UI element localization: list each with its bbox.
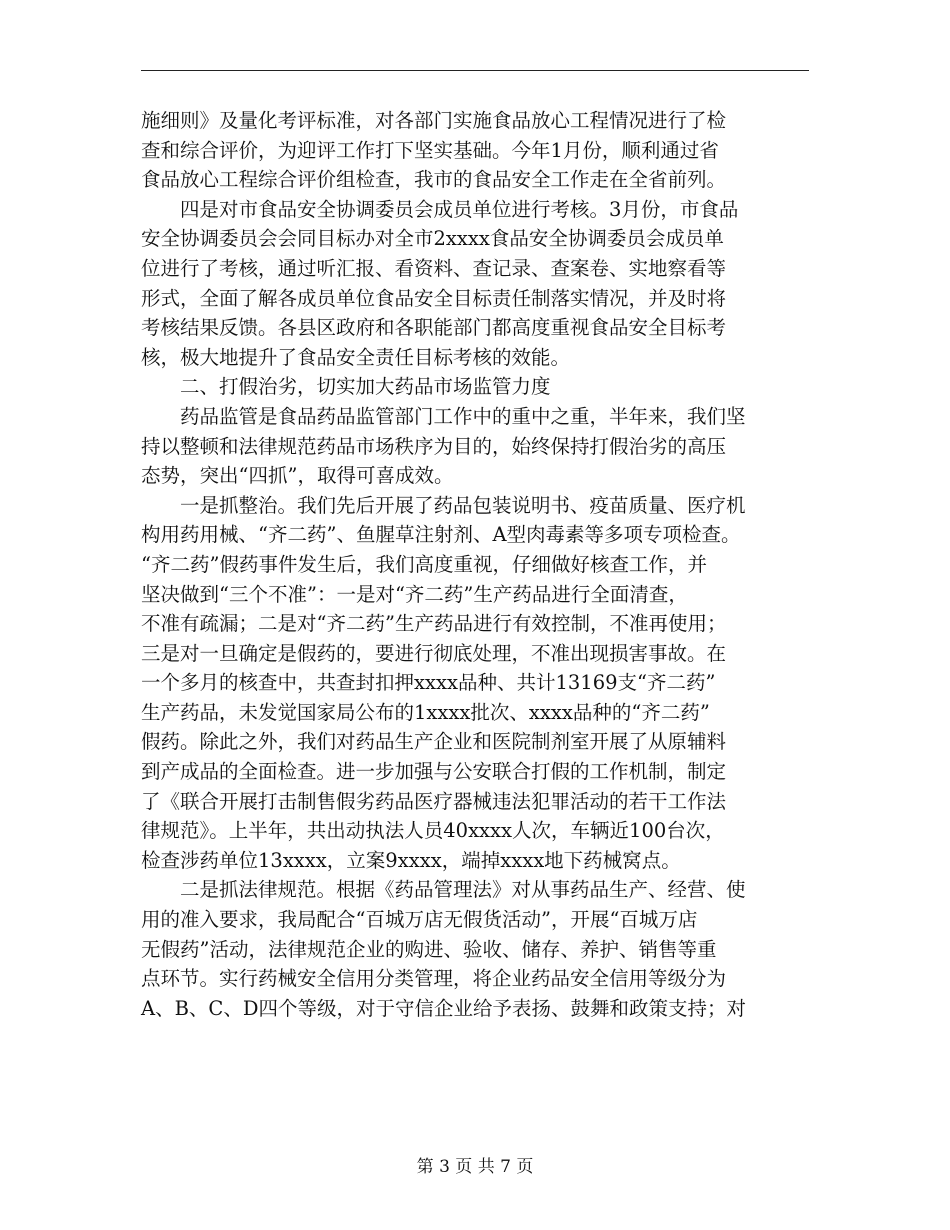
text-line: 构用药用械、“齐二药”、鱼腥草注射剂、A型肉毒素等多项专项检查。 [141, 523, 741, 547]
text-line: “齐二药”假药事件发生后，我们高度重视，仔细做好核查工作，并 [141, 552, 707, 576]
text-line: 核，极大地提升了食品安全责任目标考核的效能。 [141, 345, 571, 369]
text-line: 考核结果反馈。各县区政府和各职能部门都高度重视食品安全目标考 [141, 316, 727, 340]
text-line: 安全协调委员会会同目标办对全市2xxxx食品安全协调委员会成员单 [141, 227, 724, 251]
text-line: 食品放心工程综合评价组检查，我市的食品安全工作走在全省前列。 [141, 168, 727, 192]
text-line: 位进行了考核，通过听汇报、看资料、查记录、查案卷、实地察看等 [141, 256, 727, 280]
text-line: 持以整顿和法律规范药品市场秩序为目的，始终保持打假治劣的高压 [141, 434, 727, 458]
text-line: 到产成品的全面检查。进一步加强与公安联合打假的工作机制，制定 [141, 760, 727, 784]
text-line: 不准有疏漏；二是对“齐二药”生产药品进行有效控制，不准再使用； [141, 612, 727, 636]
text-line: 四是对市食品安全协调委员会成员单位进行考核。3月份，市食品 [180, 197, 739, 221]
text-line: 一是抓整治。我们先后开展了药品包装说明书、疫苗质量、医疗机 [180, 493, 746, 517]
text-line: 用的准入要求，我局配合“百城万店无假货活动”，开展“百城万店 [141, 908, 698, 932]
text-line: 无假药”活动，法律规范企业的购进、验收、储存、养护、销售等重 [141, 937, 717, 961]
text-line: 一个多月的核查中，共查封扣押xxxx品种、共计13169支“齐二药” [141, 671, 716, 695]
text-line: 形式，全面了解各成员单位食品安全目标责任制落实情况，并及时将 [141, 286, 727, 310]
text-line: 查和综合评价，为迎评工作打下坚实基础。今年1月份，顺利通过省 [141, 138, 719, 162]
text-line: 了《联合开展打击制售假劣药品医疗器械违法犯罪活动的若干工作法 [141, 789, 727, 813]
text-line: A、B、C、D四个等级，对于守信企业给予表扬、鼓舞和政策支持；对 [141, 996, 746, 1020]
page-number: 第 3 页 共 7 页 [416, 1157, 534, 1177]
header-rule [141, 70, 809, 71]
text-line: 二、打假治劣，切实加大药品市场监管力度 [180, 375, 551, 399]
text-line: 检查涉药单位13xxxx，立案9xxxx，端掉xxxx地下药械窝点。 [141, 848, 681, 872]
text-line: 三是对一旦确定是假药的，要进行彻底处理，不准出现损害事故。在 [141, 641, 727, 665]
document-body [141, 106, 821, 1023]
text-line: 二是抓法律规范。根据《药品管理法》对从事药品生产、经营、使 [180, 878, 746, 902]
text-line: 施细则》及量化考评标准，对各部门实施食品放心工程情况进行了检 [141, 109, 727, 132]
text-line: 假药。除此之外，我们对药品生产企业和医院制剂室开展了从原辅料 [141, 730, 727, 754]
text-line: 坚决做到“三个不准”：一是对“齐二药”生产药品进行全面清查， [141, 582, 688, 606]
text-line: 点环节。实行药械安全信用分类管理，将企业药品安全信用等级分为 [141, 967, 727, 991]
text-line: 药品监管是食品药品监管部门工作中的重中之重，半年来，我们坚 [180, 404, 746, 428]
text-line: 生产药品，未发觉国家局公布的1xxxx批次、xxxx品种的“齐二药” [141, 700, 710, 724]
text-line: 态势，突出“四抓”，取得可喜成效。 [141, 464, 454, 488]
text-line: 律规范》。上半年，共出动执法人员40xxxx人次，车辆近100台次， [141, 819, 725, 843]
